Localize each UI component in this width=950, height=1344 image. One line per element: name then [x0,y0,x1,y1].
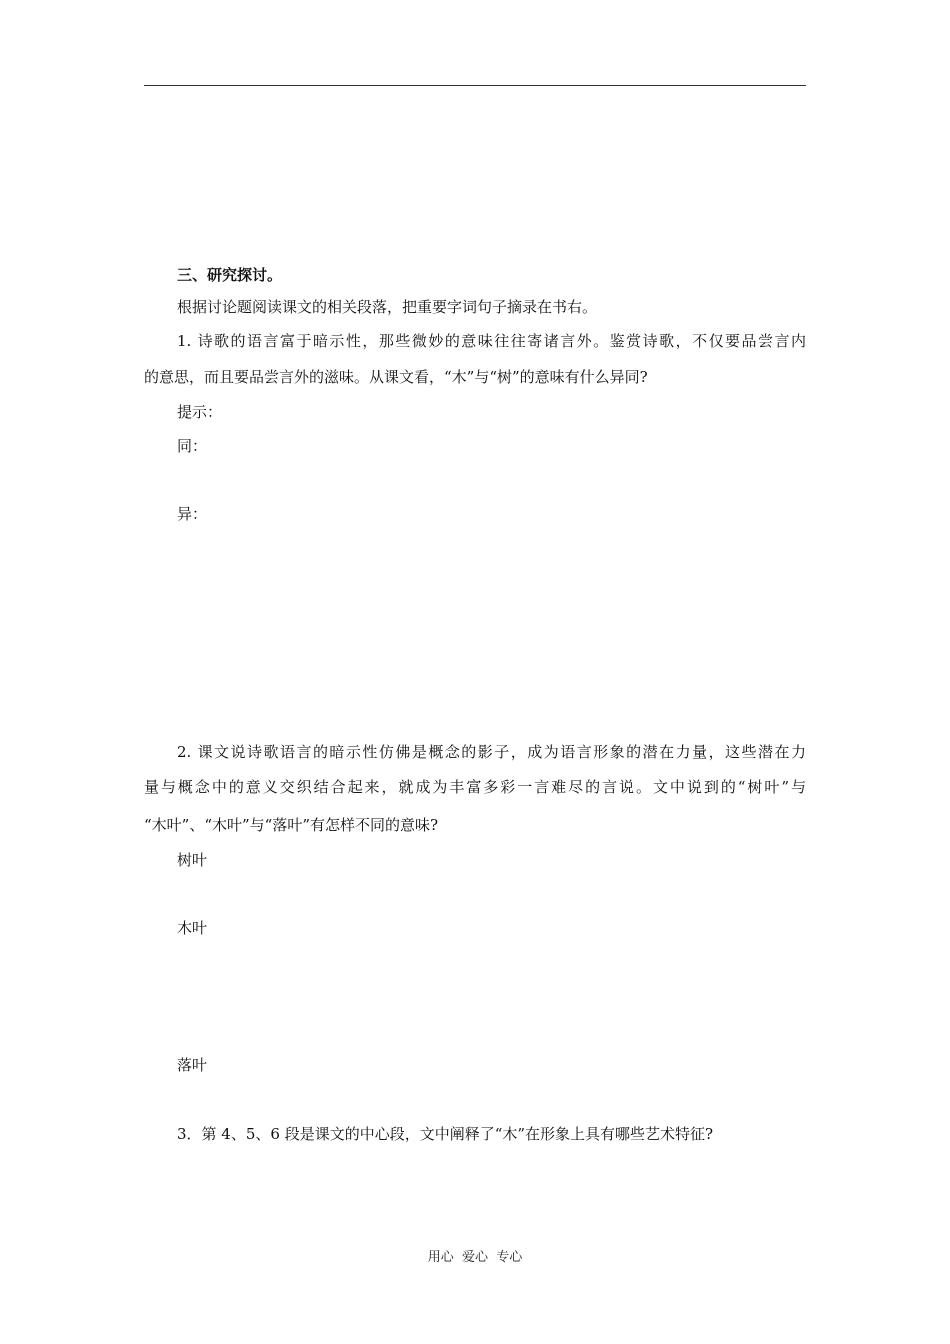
question-3-line-1: 3．第 4、5、6 段是课文的中心段，文中阐释了“木”在形象上具有哪些艺术特征? [177,1125,714,1143]
same-label: 同： [177,437,208,455]
page-footer: 用心 爱心 专心 [427,1250,523,1265]
question-1-line-1: 1. 诗歌的语言富于暗示性，那些微妙的意味往往寄诸言外。鉴赏诗歌，不仅要品尝言内 [177,332,806,350]
difference-label: 异： [177,505,208,523]
instruction-text: 根据讨论题阅读课文的相关段落，把重要字词句子摘录在书右。 [177,298,598,316]
question-1-line-2: 的意思，而且要品尝言外的滋味。从课文看，“木”与“树”的意味有什么异同? [144,368,648,386]
item-shuye: 树叶 [177,851,208,869]
section-title: 三、研究探讨。 [177,266,283,284]
item-luoye: 落叶 [177,1056,208,1074]
question-2-line-3: “木叶”、“木叶”与“落叶”有怎样不同的意味? [144,816,439,834]
question-2-line-1: 2. 课文说诗歌语言的暗示性仿佛是概念的影子，成为语言形象的潜在力量，这些潜在力 [177,743,806,761]
header-rule [144,85,806,86]
hint-label: 提示： [177,403,223,421]
question-2-line-2: 量与概念中的意义交织结合起来，就成为丰富多彩一言难尽的言说。文中说到的“树叶”与 [144,778,806,796]
item-muye: 木叶 [177,919,208,937]
